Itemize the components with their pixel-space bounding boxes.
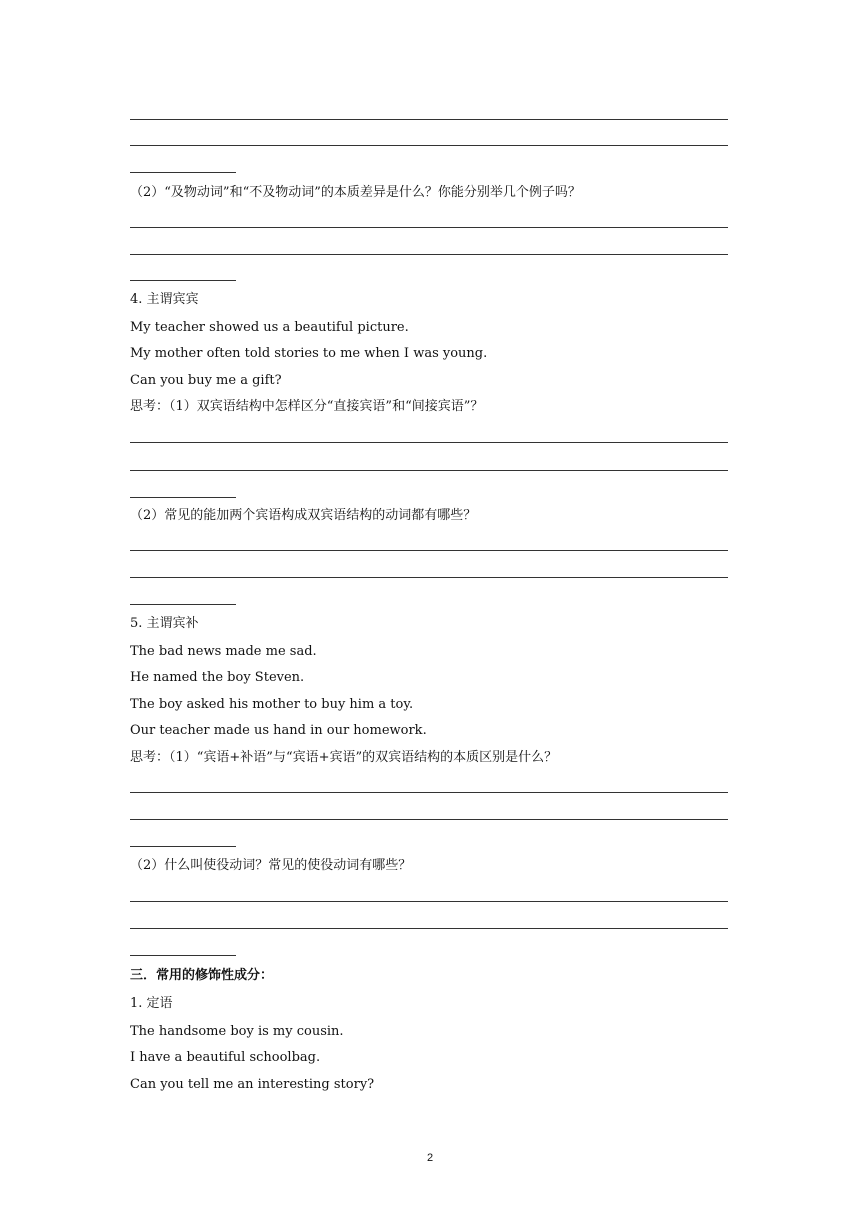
- answer-line-short: [130, 280, 236, 281]
- question-text: （2）常见的能加两个宾语构成双宾语结构的动词都有哪些？: [130, 508, 477, 523]
- section-heading: 三．常用的修饰性成分：: [130, 968, 274, 983]
- question-text: （2）什么叫使役动词？常见的使役动词有哪些？: [130, 858, 412, 873]
- question-text: （2）“及物动词”和“不及物动词”的本质差异是什么？你能分别举几个例子吗？: [130, 185, 581, 200]
- example-sentence: My teacher showed us a beautiful picture.: [130, 320, 409, 335]
- question-text: 思考：（1）“宾语+补语”与“宾语+宾语”的双宾语结构的本质区别是什么？: [130, 750, 558, 765]
- example-sentence: He named the boy Steven.: [130, 670, 305, 685]
- answer-line: [130, 145, 728, 146]
- answer-line: [130, 227, 728, 228]
- section-title: 4. 主谓宾宾: [130, 292, 199, 307]
- answer-line-short: [130, 955, 236, 956]
- answer-line: [130, 470, 728, 471]
- example-sentence: The bad news made me sad.: [130, 644, 317, 659]
- answer-line-short: [130, 172, 236, 173]
- answer-line-short: [130, 497, 236, 498]
- answer-line-short: [130, 846, 236, 847]
- page-number: 2: [426, 1152, 434, 1164]
- section-title: 5. 主谓宾补: [130, 616, 199, 631]
- answer-line: [130, 550, 728, 551]
- section-title: 1. 定语: [130, 996, 173, 1011]
- example-sentence: The handsome boy is my cousin.: [130, 1024, 344, 1039]
- answer-line: [130, 442, 728, 443]
- answer-line: [130, 819, 728, 820]
- example-sentence: Can you buy me a gift?: [130, 373, 282, 388]
- answer-line: [130, 792, 728, 793]
- question-text: 思考：（1）双宾语结构中怎样区分“直接宾语”和“间接宾语”？: [130, 399, 484, 414]
- answer-line-short: [130, 604, 236, 605]
- answer-line: [130, 119, 728, 120]
- example-sentence: My mother often told stories to me when I was young.: [130, 346, 488, 361]
- answer-line: [130, 577, 728, 578]
- answer-line: [130, 254, 728, 255]
- answer-line: [130, 901, 728, 902]
- example-sentence: Our teacher made us hand in our homework.: [130, 723, 427, 738]
- answer-line: [130, 928, 728, 929]
- example-sentence: The boy asked his mother to buy him a toy.: [130, 697, 414, 712]
- example-sentence: Can you tell me an interesting story?: [130, 1077, 375, 1092]
- example-sentence: I have a beautiful schoolbag.: [130, 1050, 321, 1065]
